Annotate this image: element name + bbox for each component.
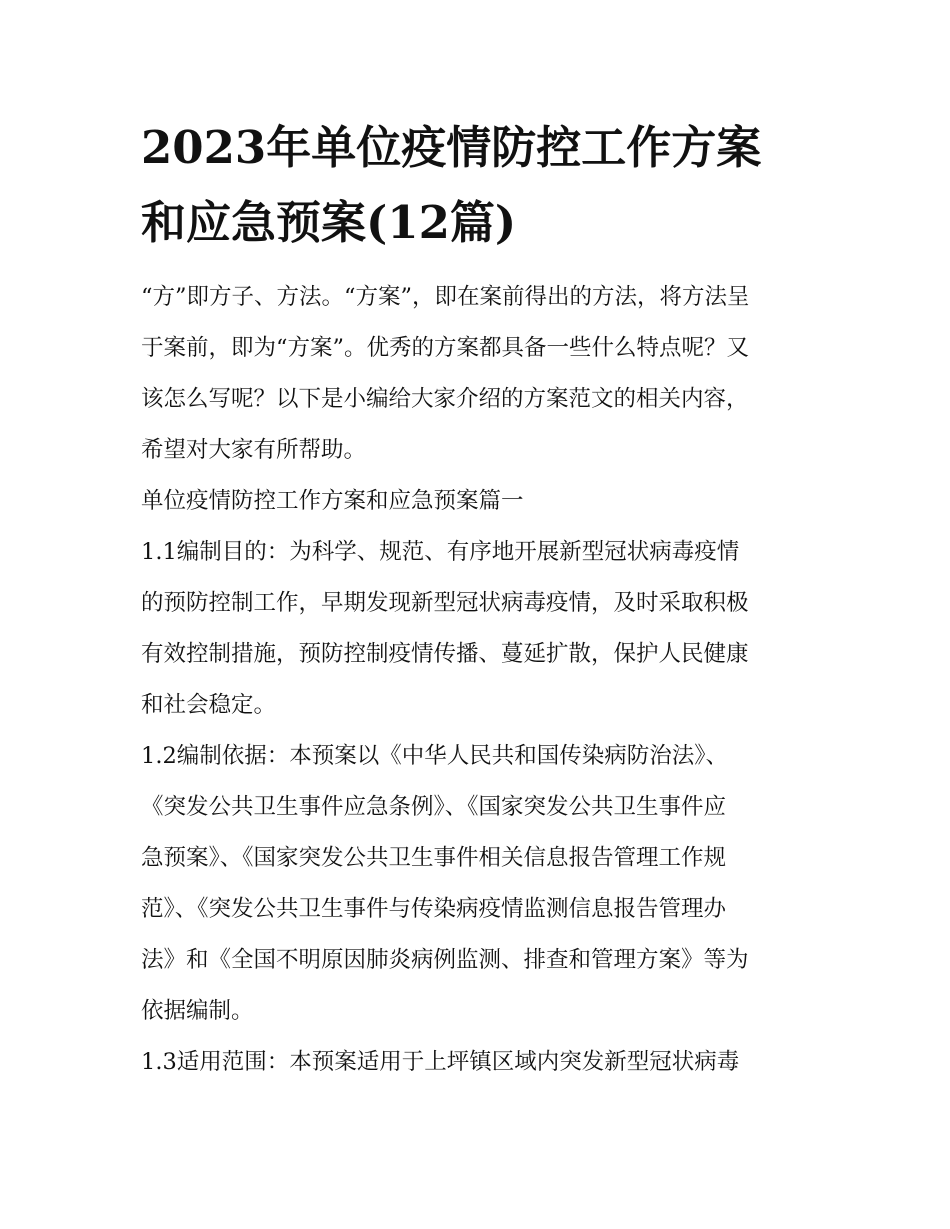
title-spacer [141, 260, 813, 272]
text-line: 《突发公共卫生事件应急条例》、《国家突发公共卫生事件应 [141, 794, 727, 820]
document-body [141, 110, 813, 1088]
text-line: 该怎么写呢？以下是小编给大家介绍的方案范文的相关内容， [141, 386, 749, 412]
text-line: 单位疫情防控工作方案和应急预案篇一 [141, 488, 524, 514]
intro-paragraph [141, 272, 813, 476]
text-line: 和社会稳定。 [141, 692, 277, 718]
text-line: 法》和《全国不明原因肺炎病例监测、排查和管理方案》等为 [141, 947, 749, 973]
basis-paragraph [141, 731, 813, 1037]
text-line: 范》、《突发公共卫生事件与传染病疫情监测信息报告管理办 [141, 896, 727, 922]
scope-paragraph [141, 1037, 813, 1088]
text-line: 1.2编制依据：本预案以《中华人民共和国传染病防治法》、 [141, 743, 729, 769]
text-line: 1.1编制目的：为科学、规范、有序地开展新型冠状病毒疫情 [141, 539, 740, 565]
text-line: 于案前，即为“方案”。优秀的方案都具备一些什么特点呢？又 [141, 335, 750, 361]
text-line: 希望对大家有所帮助。 [141, 437, 367, 463]
document-title [141, 110, 813, 260]
text-line: 依据编制。 [141, 998, 254, 1024]
purpose-paragraph [141, 527, 813, 731]
text-line: 有效控制措施，预防控制疫情传播、蔓延扩散，保护人民健康 [141, 641, 749, 667]
text-line: 1.3适用范围：本预案适用于上坪镇区域内突发新型冠状病毒 [141, 1049, 740, 1075]
title-line: 2023年单位疫情防控工作方案 [141, 121, 762, 174]
text-line: 的预防控制工作，早期发现新型冠状病毒疫情，及时采取积极 [141, 590, 749, 616]
section-heading [141, 476, 813, 527]
title-line: 和应急预案(12篇) [141, 196, 517, 249]
text-line: “方”即方子、方法。“方案”，即在案前得出的方法，将方法呈 [141, 284, 750, 310]
text-line: 急预案》、《国家突发公共卫生事件相关信息报告管理工作规 [141, 845, 727, 871]
